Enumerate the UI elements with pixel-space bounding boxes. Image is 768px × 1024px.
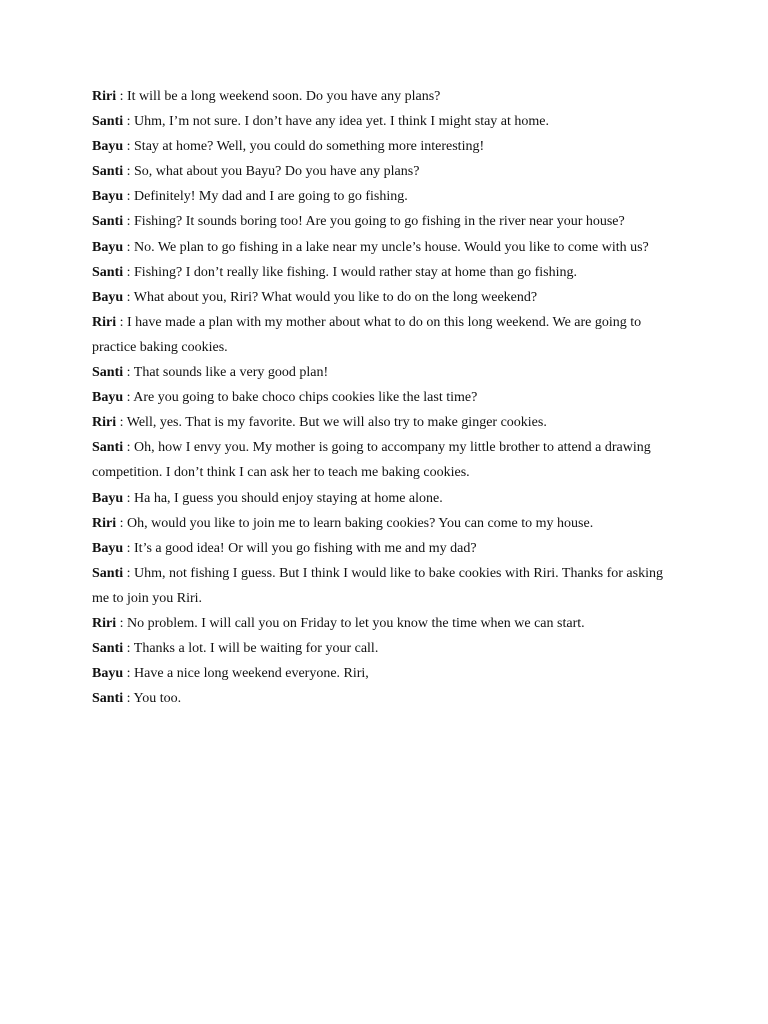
dialogue-line — [92, 235, 670, 260]
speaker-name: Santi — [92, 565, 124, 581]
speaker-name: Bayu — [92, 289, 124, 305]
speaker-name: Riri — [92, 515, 117, 531]
dialogue-line — [92, 184, 670, 209]
dialogue-text: You too. — [133, 691, 182, 707]
speaker-name: Bayu — [92, 490, 124, 506]
dialogue-text: Have a nice long weekend everyone. Riri, — [134, 666, 369, 682]
speaker-name: Santi — [92, 114, 124, 130]
separator: : — [123, 565, 135, 581]
separator: : — [123, 114, 135, 130]
dialogue-text: Fishing? It sounds boring too! Are you going to go fishing in the river near your house? — [134, 214, 625, 230]
separator: : — [123, 289, 134, 305]
speaker-name: Riri — [92, 615, 117, 631]
speaker-name: Santi — [92, 264, 124, 280]
dialogue-line — [92, 134, 670, 159]
dialogue-line — [92, 360, 670, 385]
dialogue-line — [92, 260, 670, 285]
dialogue-text: That sounds like a very good plan! — [133, 365, 329, 381]
dialogue-text: It will be a long weekend soon. Do you have any plans? — [127, 89, 441, 104]
separator: : — [123, 365, 134, 381]
dialogue-line — [92, 109, 670, 134]
speaker-name: Santi — [92, 440, 124, 456]
separator: : — [116, 89, 127, 104]
dialogue-line — [92, 486, 670, 511]
speaker-name: Bayu — [92, 390, 124, 406]
dialogue-line — [92, 435, 670, 485]
speaker-name: Bayu — [92, 540, 124, 556]
dialogue-line — [92, 385, 670, 410]
dialogue-line — [92, 511, 670, 536]
speaker-name: Santi — [92, 641, 124, 657]
separator: : — [123, 641, 134, 657]
separator: : — [116, 314, 127, 330]
speaker-name: Bayu — [92, 139, 124, 155]
separator: : — [123, 390, 134, 406]
dialogue-text: So, what about you Bayu? Do you have any plans? — [134, 164, 420, 180]
speaker-name: Riri — [92, 89, 117, 104]
speaker-name: Santi — [92, 164, 124, 180]
dialogue-line — [92, 410, 670, 435]
speaker-name: Santi — [92, 365, 124, 381]
dialogue-line — [92, 84, 670, 109]
separator: : — [116, 515, 127, 531]
dialogue-line — [92, 636, 670, 661]
dialogue-text: Stay at home? Well, you could do something more interesting! — [134, 139, 485, 155]
separator: : — [123, 490, 135, 506]
speaker-name: Santi — [92, 214, 124, 230]
separator: : — [123, 264, 135, 280]
separator: : — [123, 540, 135, 556]
dialogue-line — [92, 285, 670, 310]
dialogue-text: Oh, would you like to join me to learn baking cookies? You can come to my house. — [127, 515, 594, 531]
dialogue-text: I have made a plan with my mother about what to do on this long weekend. We are going to practice baking cookies. — [92, 314, 642, 355]
separator: : — [123, 239, 135, 255]
separator: : — [116, 615, 127, 631]
dialogue-document — [92, 84, 670, 711]
separator: : — [123, 189, 135, 205]
dialogue-line — [92, 536, 670, 561]
separator: : — [123, 691, 134, 707]
separator: : — [123, 214, 135, 230]
dialogue-text: Oh, how I envy you. My mother is going to accompany my little brother to attend a drawing competition. I don’t think I can ask her to teach me baking cookies. — [92, 440, 651, 481]
dialogue-text: What about you, Riri? What would you like to do on the long weekend? — [133, 289, 538, 305]
dialogue-line — [92, 561, 670, 611]
separator: : — [123, 440, 135, 456]
separator: : — [123, 164, 135, 180]
dialogue-line — [92, 686, 670, 711]
dialogue-text: No problem. I will call you on Friday to let you know the time when we can start. — [127, 615, 585, 631]
speaker-name: Riri — [92, 415, 117, 431]
speaker-name: Bayu — [92, 239, 124, 255]
dialogue-text: Ha ha, I guess you should enjoy staying at home alone. — [134, 490, 443, 506]
dialogue-line — [92, 159, 670, 184]
separator: : — [123, 139, 135, 155]
dialogue-text: It’s a good idea! Or will you go fishing with me and my dad? — [134, 540, 477, 556]
dialogue-text: Are you going to bake choco chips cookies like the last time? — [133, 390, 478, 406]
speaker-name: Bayu — [92, 666, 124, 682]
dialogue-line — [92, 661, 670, 686]
separator: : — [116, 415, 127, 431]
dialogue-text: Well, yes. That is my favorite. But we will also try to make ginger cookies. — [126, 415, 547, 431]
separator: : — [123, 666, 135, 682]
dialogue-text: Uhm, not fishing I guess. But I think I would like to bake cookies with Riri. Thanks for asking me to join you Riri. — [92, 565, 663, 606]
dialogue-text: Definitely! My dad and I are going to go fishing. — [134, 189, 408, 205]
dialogue-text: Fishing? I don’t really like fishing. I would rather stay at home than go fishing. — [134, 264, 578, 280]
speaker-name: Santi — [92, 691, 124, 707]
speaker-name: Bayu — [92, 189, 124, 205]
speaker-name: Riri — [92, 314, 117, 330]
dialogue-line — [92, 611, 670, 636]
dialogue-text: Thanks a lot. I will be waiting for your call. — [133, 641, 379, 657]
dialogue-line — [92, 310, 670, 360]
dialogue-text: No. We plan to go fishing in a lake near my uncle’s house. Would you like to come with us? — [134, 239, 649, 255]
dialogue-line — [92, 209, 670, 234]
dialogue-text: Uhm, I’m not sure. I don’t have any idea yet. I think I might stay at home. — [134, 114, 549, 130]
